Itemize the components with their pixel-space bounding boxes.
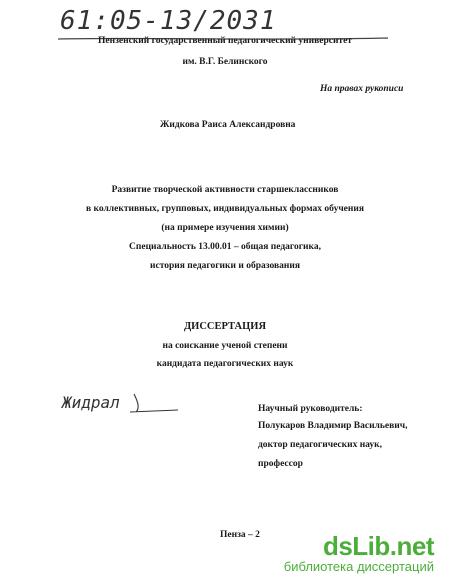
city-year: Пенза – 2	[220, 530, 260, 540]
degree-line-1: на соискание ученой степени	[162, 341, 288, 351]
supervisor-degree: доктор педагогических наук,	[258, 440, 383, 450]
watermark	[284, 531, 434, 574]
watermark-logo: dsLib.net	[322, 531, 434, 561]
title-line-2: в коллективных, групповых, индивидуальных формах обучения	[86, 204, 364, 214]
author-signature: Жидрал	[62, 393, 120, 412]
university-named-after: им. В.Г. Белинского	[182, 57, 268, 67]
author-name: Жидкова Раиса Александровна	[160, 120, 296, 130]
watermark-subtitle: библиотека диссертаций	[283, 559, 434, 574]
dissertation-heading: ДИССЕРТАЦИЯ	[183, 321, 267, 332]
rights-note: На правах рукописи	[320, 84, 404, 94]
supervisor-name: Полукаров Владимир Васильевич,	[258, 421, 408, 431]
specialty-line-1: Специальность 13.00.01 – общая педагогика,	[129, 242, 321, 252]
archive-stamp-number: 61:05-13/2031	[60, 6, 277, 36]
degree-line-2: кандидата педагогических наук	[156, 359, 294, 369]
title-line-1: Развитие творческой активности старшеклассников	[111, 185, 339, 195]
supervisor-title: профессор	[258, 459, 303, 469]
university-name: Пензенский государственный педагогический университет	[98, 36, 352, 46]
specialty-line-2: история педагогики и образования	[150, 261, 300, 271]
title-line-3: (на примере изучения химии)	[161, 223, 289, 233]
supervisor-label: Научный руководитель:	[258, 404, 363, 414]
signature-flourish	[60, 392, 190, 416]
